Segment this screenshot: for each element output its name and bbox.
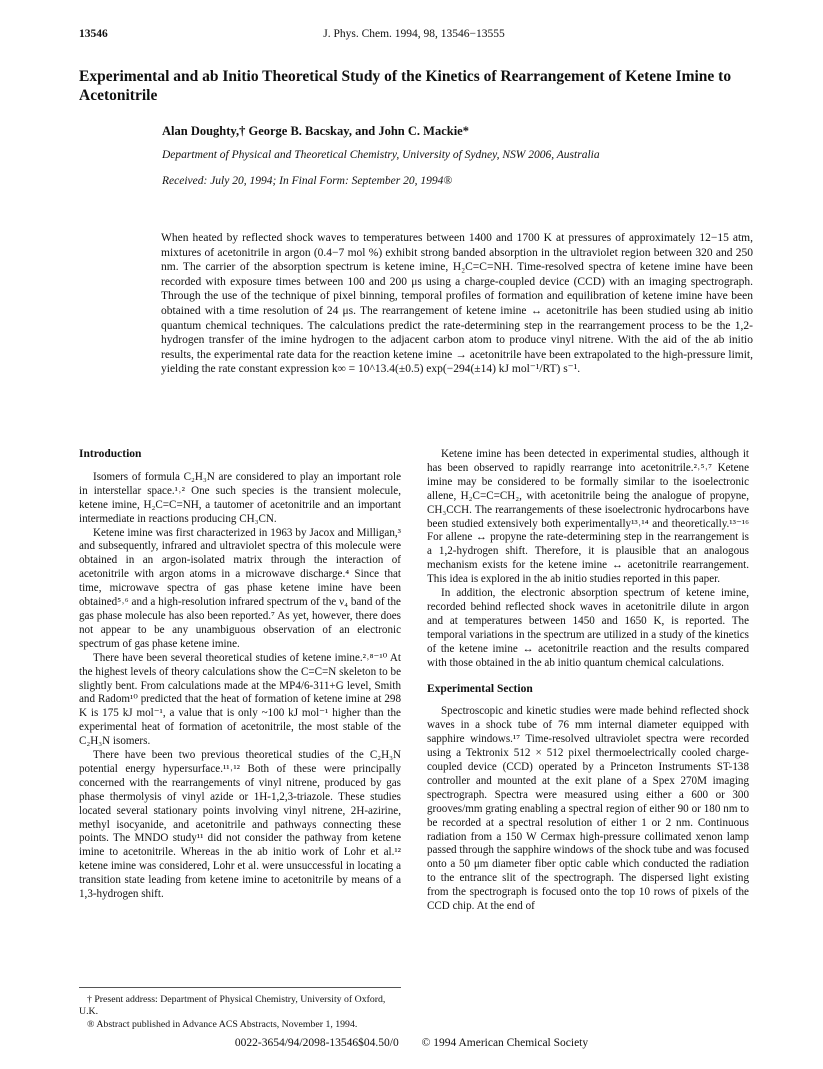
author-list: Alan Doughty,† George B. Bacskay, and John C. Mackie*: [162, 124, 469, 138]
left-column: [79, 448, 401, 902]
copyright-notice: © 1994 American Chemical Society: [421, 1037, 589, 1049]
intro-paragraph: Ketene imine was first characterized in 1963 by Jacox and Milligan,³ and subsequently, infrared and ultraviolet spectra of this molecule were obtained in an argon-isolated matrix through the interaction of acetonitrile with argon atoms in a microwave discharge.⁴ Since that time, microwave spectra of gas phase ketene imine have been obtained⁵˒⁶ and a high-resolution infrared spectrum of the ν₄ band of the gas phase molecule has also been reported.⁷ As yet, however, there does not appear to be any unambiguous observation of an electronic spectrum of gas phase ketene imine.: [79, 526, 401, 650]
right-column: [427, 448, 749, 914]
abstract: When heated by reflected shock waves to temperatures between 1400 and 1700 K at pressures of approximately 12−15 atm, mixtures of acetonitrile in argon (0.4−7 mol %) exhibit strong banded absorption in the ultraviolet region between 320 and 250 nm. The carrier of the absorption spectrum is ketene imine, H₂C=C=NH. Time-resolved spectra of ketene imine have been recorded with exposure times between 100 and 200 μs using a charge-coupled device (CCD) with an imaging spectrograph. Through the use of the technique of pixel binning, temporal profiles of formation and equilibration of ketene imine have been obtained with a time resolution of 24 μs. The rearrangement of ketene imine ↔ acetonitrile has been studied using ab initio quantum chemical techniques. The calculations predict the rate-determining step in the rearrangement process to be the 1,2-hydrogen transfer of the imine hydrogen to the adjacent carbon atom to produce vinyl nitrene. With the aid of the ab initio results, the experimental rate data for the reaction ketene imine → acetonitrile have been extrapolated to the high-pressure limit, yielding the rate constant expression k∞ = 10^13.4(±0.5) exp(−294(±14) kJ mol⁻¹/RT) s⁻¹.: [161, 232, 753, 376]
intro-paragraph: Isomers of formula C₂H₃N are considered to play an important role in interstellar space.¹˒² One such species is the transient molecule, ketene imine, H₂C=C=NH, a tautomer of acetonitrile and an important intermediate in reactions producing CH₃CN.: [79, 470, 401, 525]
paper-title: Experimental and ab Initio Theoretical Study of the Kinetics of Rearrangement of Ketene Imine to Acetonitrile: [79, 68, 732, 104]
intro-paragraph: There have been several theoretical studies of ketene imine.²˒⁸⁻¹⁰ At the highest levels of theory calculations show the C=C=N skeleton to be slightly bent. From calculations made at the MP4/6-311+G level, Smith and Radom¹⁰ predicted that the heat of formation of ketene imine at 298 K is 175 kJ mol⁻¹, a value that is only ~100 kJ mol⁻¹ higher than the experimental heat of formation of acetonitrile, the most stable of the C₂H₃N isomers.: [79, 651, 401, 748]
experimental-heading: Experimental Section: [427, 682, 533, 695]
page-number: 13546: [79, 28, 108, 40]
introduction-heading: Introduction: [79, 448, 142, 460]
experimental-paragraph: Spectroscopic and kinetic studies were made behind reflected shock waves in a shock tube of 76 mm internal diameter equipped with sapphire windows.¹⁷ Time-resolved ultraviolet spectra were recorded using a Tektronix 512 × 512 pixel thermoelectrically cooled charge-coupled device (CCD) operated by a Princeton Instruments ST-138 controller and mounted at the exit plane of a Spex 270M imaging spectrograph. Spectra were measured using either a 600 or 300 grooves/mm grating enabling a spectral region of either 90 or 180 nm to be recorded at a spectral resolution of either 1 or 2 nm. Continuous radiation from a 150 W Cermax high-pressure collimated xenon lamp passed through the sapphire windows of the shock tube and was focused onto a 50 μm diameter fiber optic cable which conducted the radiation to the entrance slit of the spectrograph. The dispersed light existing from the spectrograph is focused onto the top 10 rows of pixels of the CCD chip. At the end of: [427, 705, 749, 913]
running-header: [79, 28, 749, 44]
footnotes: [79, 987, 401, 1032]
article-code: 0022-3654/94/2098-13546$04.50/0: [234, 1037, 399, 1049]
footnote: ® Abstract published in Advance ACS Abstracts, November 1, 1994.: [87, 1019, 358, 1030]
footnote: † Present address: Department of Physical Chemistry, University of Oxford, U.K.: [79, 994, 386, 1017]
received-date: Received: July 20, 1994; In Final Form: September 20, 1994®: [162, 175, 453, 187]
body-paragraph: In addition, the electronic absorption spectrum of ketene imine, recorded behind reflected shock waves in acetonitrile dilute in argon and at temperatures between 1450 and 1650 K, is reported. The temporal variations in the spectrum are utilized in a study of the kinetics of the ketene imine ↔ acetonitrile reaction and the results compared with those obtained in the ab initio quantum chemical calculations.: [427, 587, 749, 669]
affiliation: Department of Physical and Theoretical Chemistry, University of Sydney, NSW 2006, Australia: [162, 149, 600, 161]
body-paragraph: Ketene imine has been detected in experimental studies, although it has been observed to rapidly rearrange into acetonitrile.²˒⁵˒⁷ Ketene imine may be considered to be formally similar to the isoelectronic allene, H₂C=C=CH₂, with acetonitrile being the analogue of propyne, CH₃CCH. The rearrangements of these isoelectronic hydrocarbons have been studied extensively both experimentally¹³˒¹⁴ and theoretically.¹³⁻¹⁶ For allene ↔ propyne the rate-determining step in the rearrangement is a 1,2-hydrogen shift. Therefore, it is plausible that an analogous mechanism exists for the ketene imine ↔ acetonitrile rearrangement. This idea is explored in the ab initio studies reported in this paper.: [427, 448, 749, 586]
journal-reference: J. Phys. Chem. 1994, 98, 13546−13555: [323, 28, 505, 40]
intro-paragraph: There have been two previous theoretical studies of the C₂H₃N potential energy hypersurface.¹¹˒¹² Both of these were principally concerned with the rearrangements of vinyl nitrene, produced by gas phase thermolysis of vinyl azide or 1H-1,2,3-triazole. These studies located several stationary points involving vinyl nitrene, 2H-azirine, methyl isocyanide, and acetonitrile and pathways connecting these points. The MNDO study¹¹ did not consider the pathway from ketene imine to acetonitrile. Whereas in the ab initio work of Lohr et al.¹² ketene imine was considered, Lohr et al. were unsuccessful in locating a transition state leading from ketene imine to acetonitrile by means of a 1,3-hydrogen shift.: [79, 749, 401, 901]
page-footer: [0, 1037, 823, 1049]
